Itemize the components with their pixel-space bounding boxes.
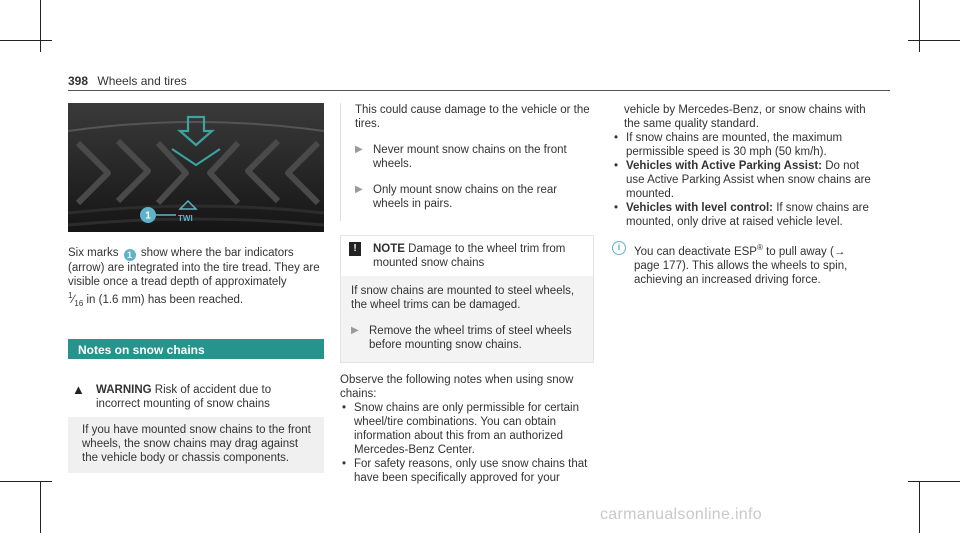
list-item-body: If snow chains are mounted, only drive at raised vehicle level. <box>626 202 869 228</box>
crop-mark <box>0 481 52 482</box>
list-item-text: Snow chains are only permissible for certain wheel/tire combinations. You can obtain information about this from an authorized Mercedes-Benz Center. <box>354 402 579 456</box>
caption-text: show where the bar indicators (arrow) are integrated into the tire tread. They are visible once a tread depth of approximately <box>68 247 320 288</box>
step-text: Remove the wheel trims of steel wheels before mounting snow chains. <box>369 325 572 351</box>
list-item-bold: Vehicles with level control: <box>626 202 773 214</box>
crop-mark <box>919 481 920 533</box>
fraction-denominator: 16 <box>74 299 84 309</box>
list-item <box>612 131 872 159</box>
warning-triangle-icon: ▲ <box>72 382 85 398</box>
warning-cont-text: This could cause damage to the vehicle or the tires. <box>355 104 590 130</box>
crop-mark <box>908 481 960 482</box>
bullet-list <box>340 401 594 485</box>
bullet-icon: • <box>341 458 347 470</box>
section-title: Notes on snow chains <box>68 339 324 359</box>
list-item-text <box>626 159 872 201</box>
warning-box <box>68 377 324 473</box>
bullet-continuation: vehicle by Mercedes-Benz, or snow chains with the same quality standard. <box>624 104 866 130</box>
note-header <box>341 236 593 276</box>
list-item <box>612 159 872 201</box>
info-note <box>612 241 872 287</box>
info-text-part: to pull away (→ page 177). This allows the wheels to spin, achieving an increased driving force. <box>634 245 848 286</box>
warning-header <box>68 377 324 417</box>
note-body-text: If snow chains are mounted to steel wheels, the wheel trims can be damaged. <box>351 285 575 311</box>
marker-1-icon: 1 <box>124 249 136 261</box>
list-item <box>340 457 594 485</box>
observe-text: Observe the following notes when using snow chains: <box>340 374 574 400</box>
page-number: 398 <box>68 74 89 88</box>
note-step <box>351 324 583 352</box>
caption-text: in (1.6 mm) has been reached. <box>86 293 244 306</box>
column-right <box>612 103 872 287</box>
step-text: Only mount snow chains on the rear wheels in pairs. <box>373 184 558 210</box>
column-left <box>68 103 324 473</box>
bullet-icon: • <box>613 202 619 214</box>
fraction-numerator: 1 <box>68 291 73 300</box>
registered-mark: ® <box>756 243 763 252</box>
info-text-part: You can deactivate ESP <box>634 245 757 258</box>
warning-step <box>355 183 594 211</box>
note-box <box>340 235 594 363</box>
warning-continuation <box>340 103 594 221</box>
list-item-bold: Vehicles with Active Parking Assist: <box>626 160 822 172</box>
list-item <box>612 201 872 229</box>
warning-body: If you have mounted snow chains to the front wheels, the snow chains may drag against the vehicle body or chassis components. <box>68 417 324 473</box>
info-icon: i <box>612 241 626 255</box>
tire-tread-illustration <box>68 103 324 232</box>
step-arrow-icon: ▶ <box>355 144 363 155</box>
exclamation-icon: ! <box>349 242 361 256</box>
list-item-text: For safety reasons, only use snow chains that have been specifically approved for your <box>354 458 588 484</box>
page-header <box>68 74 187 88</box>
info-text <box>634 241 872 287</box>
crop-mark <box>919 0 920 52</box>
crop-mark <box>908 40 960 41</box>
warning-text: Risk of accident due to incorrect mounting of snow chains <box>96 384 272 411</box>
warning-step <box>355 143 594 171</box>
list-item <box>340 401 594 457</box>
figure-caption: Six marks 1 show where the bar indicators (arrow) are integrated into the tire tread. They are visible once a tread depth of approximately $^1⁄_{16}$ in (1.6 mm) has been reached. <box>68 247 320 309</box>
note-label: NOTE <box>373 243 405 255</box>
crop-mark <box>40 481 41 533</box>
list-item-text <box>626 201 872 229</box>
list-item-text: If snow chains are mounted, the maximum permissible speed is 30 mph (50 km/h). <box>626 132 843 158</box>
bullet-icon: • <box>613 132 619 144</box>
note-body <box>341 276 593 362</box>
step-arrow-icon: ▶ <box>355 184 363 195</box>
step-arrow-icon: ▶ <box>351 325 359 336</box>
crop-mark <box>0 40 52 41</box>
bullet-icon: • <box>613 160 619 172</box>
column-middle <box>340 103 594 485</box>
figure-marker: 1 <box>145 210 151 222</box>
crop-mark <box>40 0 41 52</box>
list-item-body: Do not use Active Parking Assist when snow chains are mounted. <box>626 160 871 200</box>
bullet-icon: • <box>341 402 347 414</box>
step-text: Never mount snow chains on the front wheels. <box>373 144 567 170</box>
page-title: Wheels and tires <box>97 74 187 88</box>
caption-text: Six marks <box>68 247 119 259</box>
header-divider <box>68 90 890 91</box>
warning-label: WARNING <box>96 384 152 397</box>
tire-tread-figure <box>68 103 324 232</box>
watermark: carmanualsonline.info <box>600 506 762 523</box>
bullet-list <box>612 131 872 229</box>
twi-badge: TWI <box>178 214 193 223</box>
note-text: Damage to the wheel trim from mounted snow chains <box>373 243 566 269</box>
